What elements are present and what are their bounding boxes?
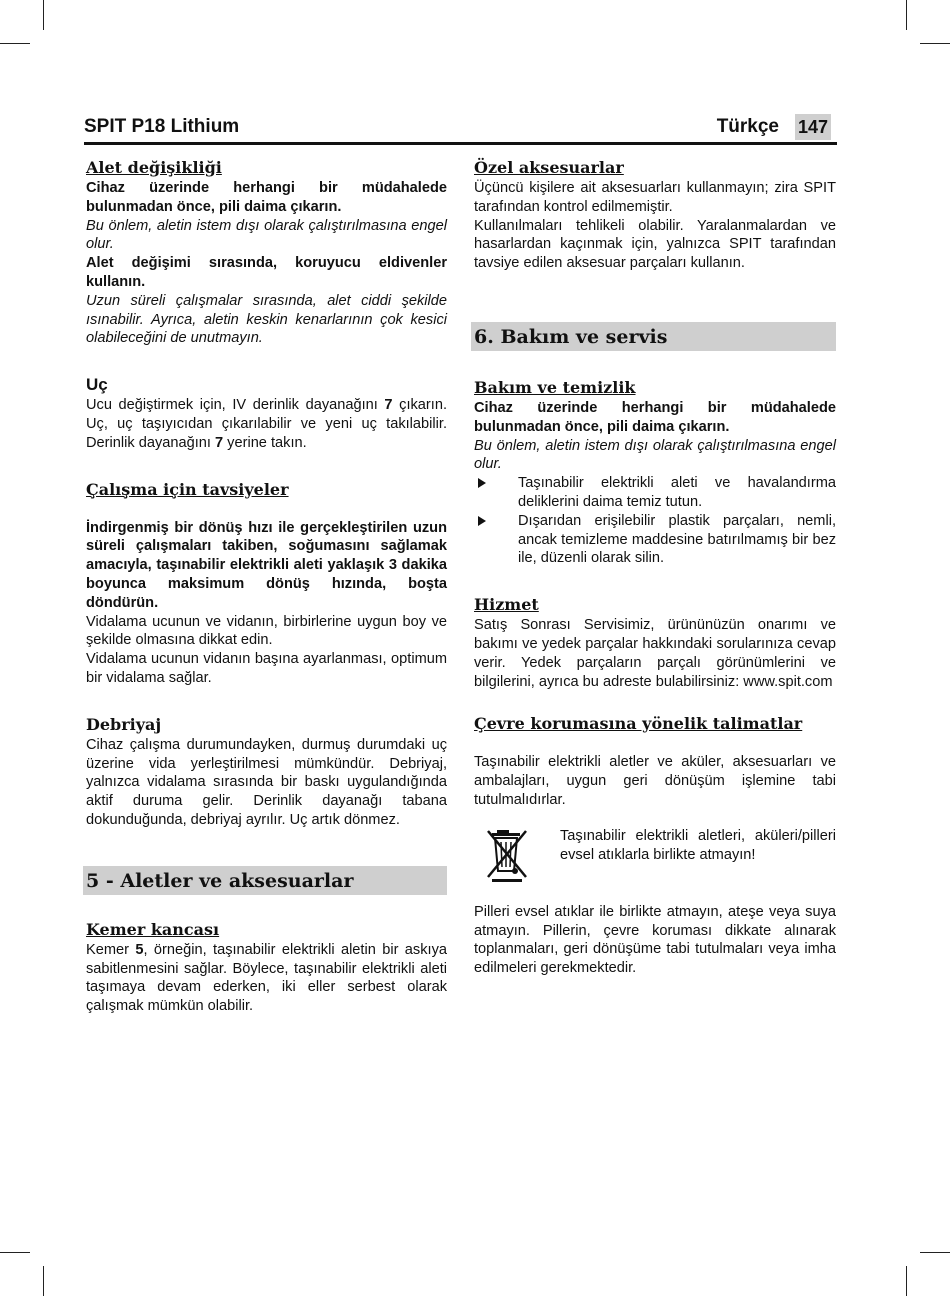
hizmet-heading: Hizmet [474,595,539,615]
language-label: Türkçe [716,116,779,137]
list-item: Taşınabilir elektrikli aleti ve havalandırma deliklerini daima temiz tutun. [474,474,836,512]
weee-notice [474,827,836,897]
bakim-heading: Bakım ve temizlik [474,377,636,397]
crop-mark [43,0,44,30]
bakim-list [474,474,836,568]
kemer-heading: Kemer kancası [86,919,220,939]
crop-mark [920,43,950,44]
alet-heat-note: Uzun süreli çalışmalar sırasında, alet ciddi şekilde ısınabilir. Ayrıca, aletin keskin kenarlarının çok kesici olabileceğini de unutmayın. [86,292,447,347]
uc-heading: Uç [86,375,108,395]
cevre-paragraph-1: Taşınabilir elektrikli aletler ve aküler, aksesuarları ve ambalajları, uygun geri dönüşüm işlemine tabi tutulmalıdırlar. [474,754,836,808]
bakim-note: Bu önlem, aletin istem dışı olarak çalıştırılmasına engel olur. [474,437,836,473]
ozel-paragraph-1: Üçüncü kişilere ait aksesuarları kullanmayın; zira SPIT tarafından kontrol edilmemiştir. [474,180,836,215]
bakim-warning: Cihaz üzerinde herhangi bir müdahalede bulunmadan önce, pili daima çıkarın. [474,399,836,435]
crossed-bin-icon [484,827,532,883]
ozel-heading: Özel aksesuarlar [474,158,624,177]
weee-text: Taşınabilir elektrikli aletleri, aküleri/pilleri evsel atıklarla birlikte atmayın! [560,827,836,863]
crop-mark [43,1266,44,1296]
list-item: Dışarıdan erişilebilir plastik parçaları, nemli, ancak temizleme maddesine batırılmamış bir bez ile, düzenli olarak silin. [474,512,836,568]
uc-paragraph: Ucu değiştirmek için, IV derinlik dayanağını 7 çıkarın. Uç, uç taşıyıcıdan çıkarılabilir ve yeni uç takılabilir. Derinlik dayanağını 7 yerine takın. [86,397,448,451]
page-number: 147 [795,114,831,140]
ozel-paragraph-2: Kullanılmaları tehlikeli olabilir. Yaralanmalardan ve hasarlardan kaçınmak için, yalnızca SPIT tarafından tavsiye edilen aksesuar parçaları kullanın. [474,217,836,272]
left-column [86,157,447,1016]
alet-heading: Alet değişikliği [86,158,222,177]
calisma-heading: Çalışma için tavsiyeler [86,479,289,499]
cevre-heading: Çevre korumasına yönelik talimatlar [474,714,803,734]
section-5-title: 5 - Aletler ve aksesuarlar [83,866,447,895]
debriyaj-paragraph: Cihaz çalışma durumundayken, durmuş durumdaki uç üzerine vida yerleştirilmesi mümkündür. Debriyaj, yalnızca vidalama sırasında bir baskı uygulandığında aktif duruma gelir. Derinlik dayanağı tabana dokunduğunda, debriyaj ayrılır. Uç artık dönmez. [86,736,447,828]
crop-mark [906,0,907,30]
crop-mark [0,1252,30,1253]
crop-mark [0,43,30,44]
product-name: SPIT P18 Lithium [84,116,240,137]
page-header [84,114,837,145]
alet-warning: Cihaz üzerinde herhangi bir müdahalede bulunmadan önce, pili daima çıkarın. [86,180,447,215]
debriyaj-heading: Debriyaj [86,714,162,734]
alet-gloves: Alet değişimi sırasında, koruyucu eldivenler kullanın. [86,255,447,290]
calisma-bit-size: Vidalama ucunun ve vidanın, birbirlerine uygun boy ve şekilde olmasına dikkat edin. [86,613,447,649]
alet-note: Bu önlem, aletin istem dışı olarak çalıştırılmasına engel olur. [86,217,447,253]
hizmet-paragraph: Satış Sonrası Servisimiz, ürününüzün onarımı ve bakımı ve yedek parçalar hakkındaki sorularınıza cevap verir. Yedek parçaların parçalı görünümlerini ve bilgilerini, ayrıca bu adreste bulabilirsiniz: www.spit.com [474,617,836,690]
calisma-cooling: İndirgenmiş bir dönüş hızı ile gerçekleştirilen uzun süreli çalışmaları takiben, soğumasını sağlamak amacıyla, taşınabilir elektrikli aleti yaklaşık 3 dakika boyunca maksimum dönüş hızında, boşta döndürün. [86,519,447,611]
section-6-title: 6. Bakım ve servis [471,322,836,351]
right-column [474,157,836,978]
kemer-paragraph: Kemer 5, örneğin, taşınabilir elektrikli aletin bir askıya sabitlenmesini sağlar. Böylece, taşınabilir elektrikli aleti taşımaya devam ederken, iki eller serbest olarak çalışmak mümkün olabilir. [86,941,447,1015]
crop-mark [906,1266,907,1296]
calisma-bit-fit: Vidalama ucunun vidanın başına ayarlanması, optimum bir vidalama sağlar. [86,651,447,686]
cevre-paragraph-2: Pilleri evsel atıklar ile birlikte atmayın, ateşe veya suya atmayın. Pillerin, çevre koruması dikkate alınarak toplanmaları, geri dönüşüme tabi tutulmaları veya imha edilmeleri gerekmektedir. [474,903,836,977]
triangle-bullet-icon [478,516,486,526]
triangle-bullet-icon [478,478,486,488]
crop-mark [920,1252,950,1253]
